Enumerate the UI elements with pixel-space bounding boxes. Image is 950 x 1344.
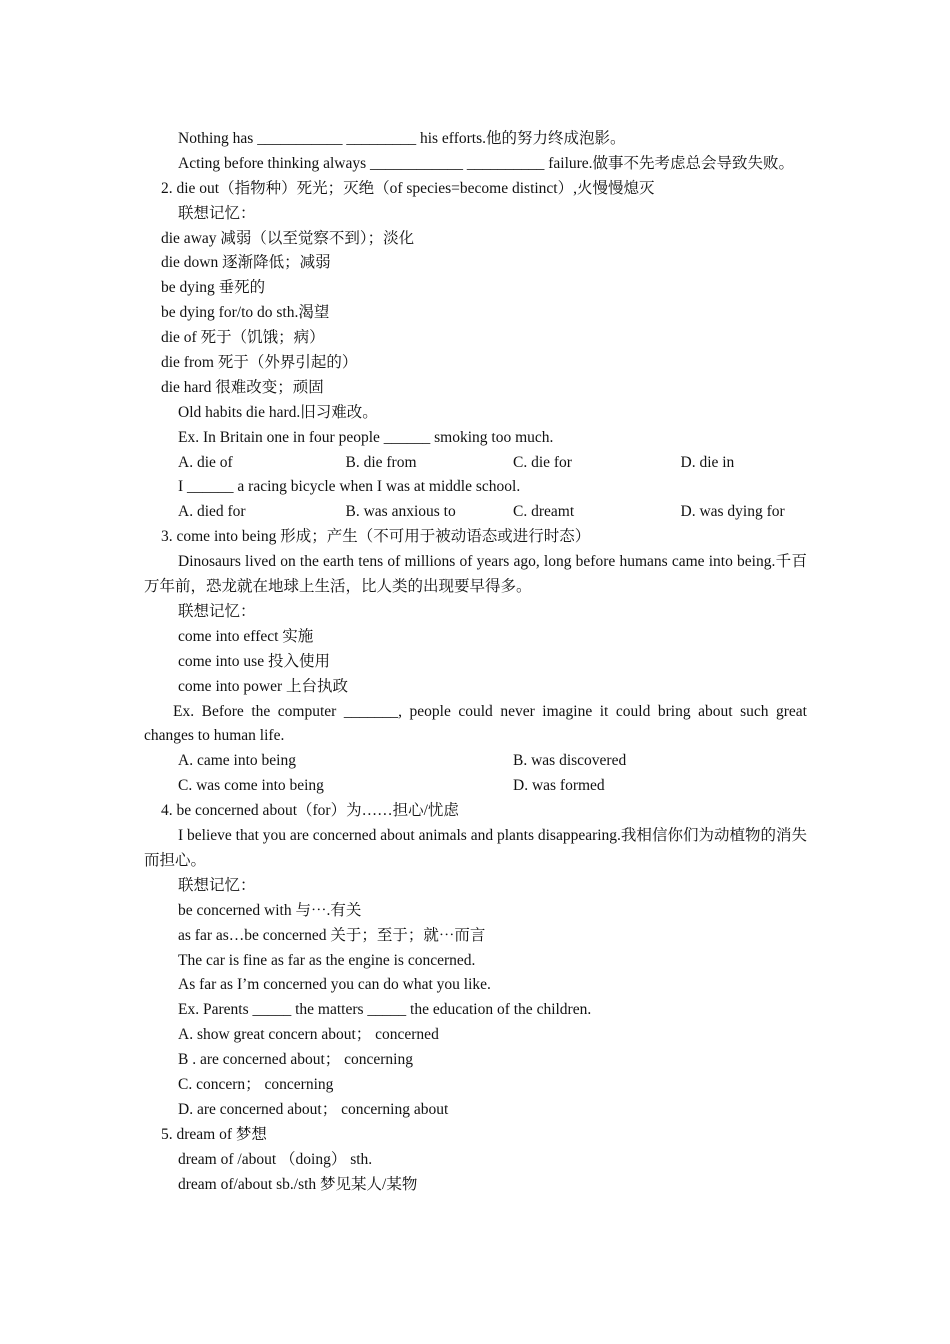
exercise-options: [144, 500, 807, 525]
association-label: 联想记忆：: [178, 876, 256, 894]
exercise-question: Ex. In Britain one in four people ______ smoking too much.: [178, 428, 554, 446]
phrase-item: be dying for/to do sth.渴望: [161, 304, 330, 322]
option-a: A. die of: [178, 453, 233, 471]
phrase-item: come into effect 实施: [178, 627, 314, 645]
option-c: C. dreamt: [513, 503, 575, 521]
option-c: C. concern； concerning: [178, 1075, 334, 1093]
exercise-options: [144, 774, 807, 799]
phrase-item: dream of/about sb./sth 梦见某人/某物: [178, 1175, 418, 1193]
section-heading: 5. dream of 梦想: [161, 1125, 267, 1143]
exercise-options: [144, 749, 807, 774]
phrase-item: die from 死于（外界引起的）: [161, 354, 358, 372]
option-d: D. was dying for: [680, 503, 785, 521]
example-sentence: As far as I’m concerned you can do what you like.: [178, 976, 491, 994]
phrase-item: die of 死于（饥饿；病）: [161, 329, 325, 347]
exercise-question: I ______ a racing bicycle when I was at middle school.: [178, 478, 521, 496]
option-a: A. died for: [178, 503, 246, 521]
option-c: C. die for: [513, 453, 572, 471]
option-b: B. was discovered: [513, 752, 627, 770]
section-heading: 2. die out（指物种）死光；灭绝（of species=become distinct）,火慢慢熄灭: [161, 179, 655, 197]
phrase-item: as far as…be concerned 关于；至于；就⋯而言: [178, 926, 486, 944]
association-label: 联想记忆：: [178, 602, 256, 620]
document-body: [144, 127, 807, 1197]
phrase-item: die away 减弱（以至觉察不到）；淡化: [161, 229, 415, 247]
example-sentence: Acting before thinking always ____________ __________ failure.做事不先考虑总会导致失败。: [178, 154, 795, 172]
exercise-options: [144, 451, 807, 476]
section-heading: 3. come into being 形成；产生（不可用于被动语态或进行时态）: [161, 528, 591, 546]
option-d: D. was formed: [513, 777, 605, 795]
phrase-item: come into use 投入使用: [178, 652, 330, 670]
phrase-item: die down 逐渐降低；减弱: [161, 254, 331, 272]
section-heading: 4. be concerned about（for）为……担心/忧虑: [161, 802, 459, 820]
exercise-question: Ex. Before the computer _______, people could never imagine it could bring about such great changes to human life.: [144, 702, 807, 745]
option-a: A. show great concern about； concerned: [178, 1026, 439, 1044]
option-a: A. came into being: [178, 752, 296, 770]
example-sentence: Dinosaurs lived on the earth tens of millions of years ago, long before humans came into being.千百万年前，恐龙就在地球上生活，比人类的出现要早得多。: [144, 553, 807, 596]
phrase-item: dream of /about （doing） sth.: [178, 1150, 373, 1168]
phrase-item: die hard 很难改变；顽固: [161, 378, 324, 396]
phrase-item: be concerned with 与⋯.有关: [178, 901, 362, 919]
example-sentence: The car is fine as far as the engine is concerned.: [178, 951, 476, 969]
phrase-item: be dying 垂死的: [161, 279, 266, 297]
example-sentence: Nothing has ___________ _________ his efforts.他的努力终成泡影。: [178, 130, 626, 147]
option-d: D. die in: [680, 453, 735, 471]
example-sentence: Old habits die hard.旧习难改。: [178, 403, 378, 421]
exercise-question: Ex. Parents _____ the matters _____ the education of the children.: [178, 1001, 592, 1019]
option-b: B. was anxious to: [345, 503, 456, 521]
association-label: 联想记忆：: [178, 204, 256, 222]
option-d: D. are concerned about； concerning about: [178, 1100, 449, 1118]
phrase-item: come into power 上台执政: [178, 677, 349, 695]
option-c: C. was come into being: [178, 777, 324, 795]
option-b: B. die from: [345, 453, 417, 471]
option-b: B . are concerned about； concerning: [178, 1051, 413, 1069]
example-sentence: I believe that you are concerned about animals and plants disappearing.我相信你们为动植物的消失而担心。: [144, 827, 807, 869]
